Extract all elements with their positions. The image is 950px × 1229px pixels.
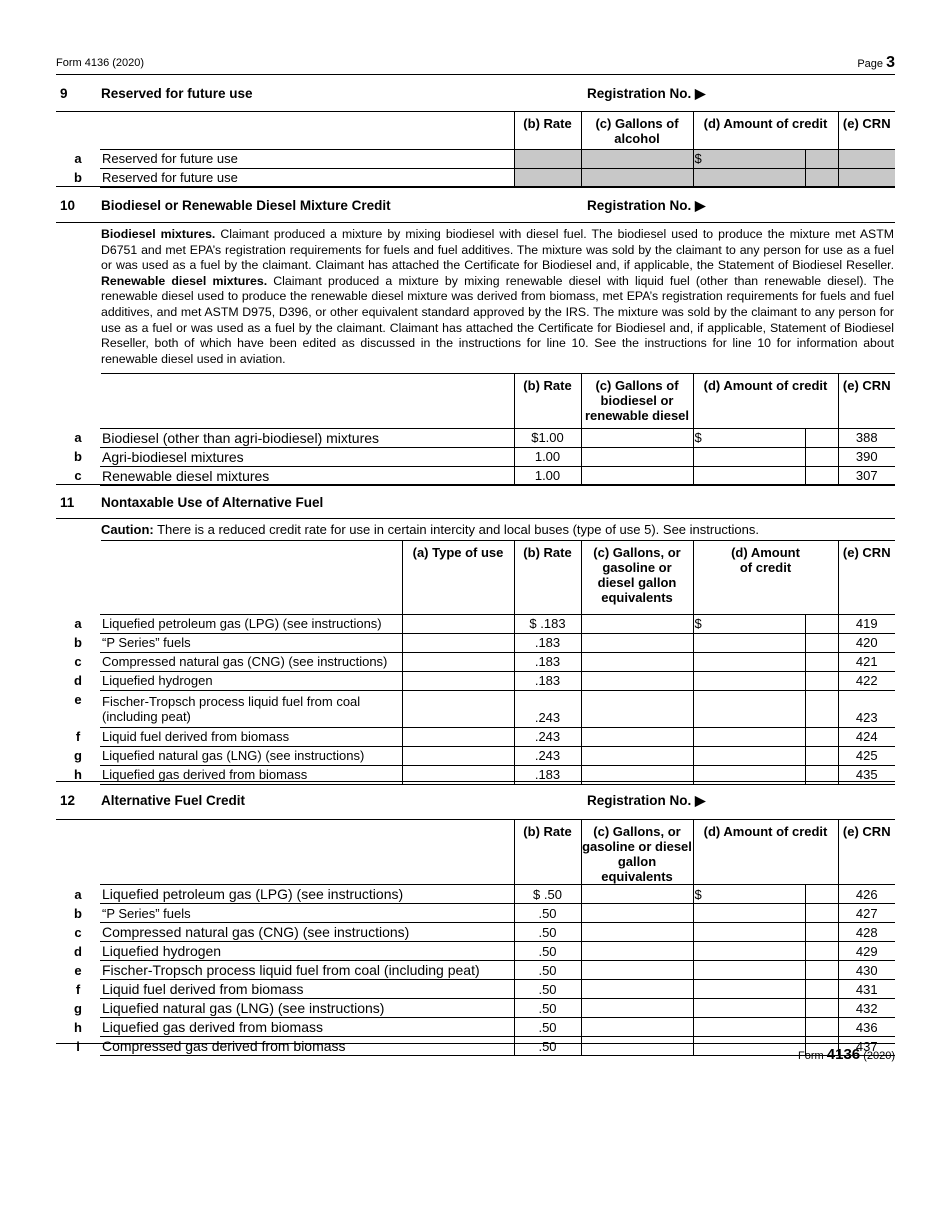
table-row: [56, 466, 895, 485]
table-row: [56, 961, 895, 980]
crn-cell: 432: [838, 999, 895, 1018]
s12-header-row: [56, 820, 895, 885]
gallons-input[interactable]: [581, 727, 693, 746]
crn-cell: 426: [838, 885, 895, 904]
s9-bottom-rule: [56, 186, 895, 187]
s11-col-b: (b) Rate: [514, 541, 581, 614]
row-desc: Liquefied hydrogen: [100, 942, 514, 961]
s11-table: [56, 541, 895, 785]
s9-registration-label: Registration No. ▶: [587, 86, 706, 101]
rate-cell: .50: [514, 1018, 581, 1037]
crn-cell: 388: [838, 428, 895, 447]
caution-label: Caution:: [101, 522, 154, 537]
s9-header-row: [56, 112, 895, 149]
s10-table: [56, 374, 895, 486]
s10-bold-renewable: Renewable diesel mixtures.: [101, 273, 268, 288]
row-desc: Liquefied hydrogen: [100, 671, 402, 690]
amount-input[interactable]: [693, 999, 805, 1018]
footer-form-word: Form: [798, 1050, 824, 1062]
form-header-label: Form 4136 (2020): [56, 57, 145, 69]
crn-cell: 424: [838, 727, 895, 746]
row-letter: f: [75, 981, 81, 997]
gallons-input[interactable]: [581, 1037, 693, 1056]
page-number: [857, 54, 895, 72]
crn-cell: 422: [838, 671, 895, 690]
dollar-sign: $: [694, 151, 702, 166]
page-label: Page: [857, 58, 884, 70]
amount-input[interactable]: [693, 690, 805, 727]
crn-cell: 436: [838, 1018, 895, 1037]
rate-cell: .50: [514, 980, 581, 999]
shaded-cell: [805, 149, 838, 168]
gallons-input[interactable]: [581, 466, 693, 485]
s12-number: 12: [60, 793, 76, 808]
row-desc: Liquefied natural gas (LNG) (see instructions): [100, 999, 514, 1018]
amount-input[interactable]: [693, 671, 805, 690]
crn-cell: 437: [838, 1037, 895, 1056]
amount-cents-input[interactable]: [805, 904, 838, 923]
type-of-use-input[interactable]: [402, 727, 514, 746]
rate-cell: .50: [514, 961, 581, 980]
amount-input[interactable]: [693, 961, 805, 980]
s9-col-c: (c) Gallons of alcohol: [581, 112, 693, 149]
amount-input[interactable]: [693, 447, 805, 466]
table-row: [56, 690, 895, 727]
row-letter: a: [74, 430, 82, 445]
s10-col-b: (b) Rate: [514, 374, 581, 428]
table-row: [56, 447, 895, 466]
gallons-input[interactable]: [581, 447, 693, 466]
amount-input[interactable]: [693, 614, 805, 633]
gallons-input[interactable]: [581, 690, 693, 727]
table-row: [56, 980, 895, 999]
row-desc: Liquefied petroleum gas (LPG) (see instructions): [100, 885, 514, 904]
amount-input[interactable]: [693, 904, 805, 923]
table-row: [56, 746, 895, 765]
amount-cents-input[interactable]: [805, 923, 838, 942]
s9-col-d: (d) Amount of credit: [693, 112, 838, 149]
type-of-use-input[interactable]: [402, 652, 514, 671]
table-row: [56, 149, 895, 168]
row-letter: e: [74, 692, 82, 707]
s10-bold-biodiesel: Biodiesel mixtures.: [101, 227, 216, 241]
s11-col-c: (c) Gallons, or gasoline or diesel gallon equivalents: [581, 541, 693, 614]
caution-text: There is a reduced credit rate for use in certain intercity and local buses (type of use 5). See instructions.: [153, 522, 760, 537]
table-row: [56, 885, 895, 904]
row-desc: Liquefied natural gas (LNG) (see instructions): [100, 746, 402, 765]
gallons-input[interactable]: [581, 428, 693, 447]
row-letter: f: [75, 729, 81, 744]
gallons-input[interactable]: [581, 746, 693, 765]
amount-cents-input[interactable]: [805, 633, 838, 652]
amount-cents-input[interactable]: [805, 746, 838, 765]
amount-input[interactable]: [693, 652, 805, 671]
s9-row-letter: b: [74, 170, 82, 185]
rate-cell: .183: [514, 633, 581, 652]
row-letter: d: [74, 673, 82, 688]
table-row: [56, 999, 895, 1018]
gallons-input[interactable]: [581, 633, 693, 652]
s12-bottom-rule: [56, 1043, 895, 1044]
amount-cents-input[interactable]: [805, 466, 838, 485]
table-row: [56, 633, 895, 652]
crn-cell: 427: [838, 904, 895, 923]
amount-input[interactable]: [693, 633, 805, 652]
row-letter: c: [74, 924, 82, 940]
gallons-input[interactable]: [581, 980, 693, 999]
s9-row-desc: Reserved for future use: [100, 149, 514, 168]
gallons-input[interactable]: [581, 904, 693, 923]
s10-col-d: (d) Amount of credit: [693, 374, 838, 428]
row-letter: b: [74, 449, 82, 464]
row-desc: “P Series” fuels: [100, 904, 514, 923]
amount-cents-input[interactable]: [805, 614, 838, 633]
amount-input[interactable]: [693, 1018, 805, 1037]
gallons-input[interactable]: [581, 652, 693, 671]
table-row: [56, 727, 895, 746]
dollar-sign: $: [694, 616, 702, 631]
s11-caution: [101, 522, 759, 537]
amount-input[interactable]: [693, 942, 805, 961]
type-of-use-input[interactable]: [402, 746, 514, 765]
gallons-input[interactable]: [581, 885, 693, 904]
row-desc: Liquid fuel derived from biomass: [100, 980, 514, 999]
amount-cents-input[interactable]: [805, 447, 838, 466]
gallons-input[interactable]: [581, 1018, 693, 1037]
amount-cents-input[interactable]: [805, 652, 838, 671]
shaded-cell: [693, 168, 805, 187]
s9-title: Reserved for future use: [101, 86, 253, 101]
s10-registration-label: Registration No. ▶: [587, 198, 706, 213]
rate-cell: .183: [514, 671, 581, 690]
crn-cell: 423: [838, 690, 895, 727]
row-letter: c: [74, 468, 82, 483]
s12-col-b: (b) Rate: [514, 820, 581, 885]
s12-col-c: (c) Gallons, or gasoline or diesel gallon equivalents: [581, 820, 693, 885]
amount-cents-input[interactable]: [805, 980, 838, 999]
s10-title: Biodiesel or Renewable Diesel Mixture Credit: [101, 198, 391, 213]
shaded-cell: [514, 149, 581, 168]
s12-col-d: (d) Amount of credit: [693, 820, 838, 885]
row-desc: Fischer-Tropsch process liquid fuel from coal (including peat): [100, 961, 514, 980]
crn-cell: 429: [838, 942, 895, 961]
s11-number: 11: [60, 495, 75, 510]
rate-cell: .243: [514, 727, 581, 746]
s9-row-desc: Reserved for future use: [100, 168, 514, 187]
s9-amount-field: [693, 149, 805, 168]
rate-cell: .183: [514, 765, 581, 784]
s11-title: Nontaxable Use of Alternative Fuel: [101, 495, 324, 510]
amount-input[interactable]: [693, 466, 805, 485]
shaded-cell: [805, 168, 838, 187]
row-letter: h: [74, 1019, 82, 1035]
amount-input[interactable]: [693, 428, 805, 447]
table-row: [56, 1037, 895, 1056]
gallons-input[interactable]: [581, 999, 693, 1018]
shaded-cell: [581, 149, 693, 168]
row-letter: c: [74, 654, 82, 669]
amount-cents-input[interactable]: [805, 671, 838, 690]
s11-col-e: (e) CRN: [838, 541, 895, 614]
shaded-cell: [838, 149, 895, 168]
s10-col-c: (c) Gallons of biodiesel or renewable diesel: [581, 374, 693, 428]
amount-cents-input[interactable]: [805, 1018, 838, 1037]
gallons-input[interactable]: [581, 923, 693, 942]
gallons-input[interactable]: [581, 961, 693, 980]
amount-input[interactable]: [693, 746, 805, 765]
row-desc: Liquefied gas derived from biomass: [100, 765, 402, 784]
amount-input[interactable]: [693, 980, 805, 999]
page-number-value: 3: [886, 54, 895, 71]
table-row: [56, 614, 895, 633]
amount-cents-input[interactable]: [805, 942, 838, 961]
s10-bottom-rule: [56, 484, 895, 485]
amount-cents-input[interactable]: [805, 428, 838, 447]
row-letter: d: [74, 943, 82, 959]
row-desc: “P Series” fuels: [100, 633, 402, 652]
type-of-use-input[interactable]: [402, 614, 514, 633]
row-desc: Fischer-Tropsch process liquid fuel from coal (including peat): [100, 690, 402, 727]
table-row: [56, 1018, 895, 1037]
row-letter: a: [74, 886, 82, 902]
rate-cell: 1.00: [514, 466, 581, 485]
row-desc: Liquefied gas derived from biomass: [100, 1018, 514, 1037]
rate-cell: .50: [514, 1037, 581, 1056]
s11-col-d: (d) Amount of credit: [693, 541, 838, 614]
s10-instructions: [101, 227, 894, 367]
s9-table: [56, 112, 895, 188]
row-letter: g: [74, 748, 82, 763]
crn-cell: 420: [838, 633, 895, 652]
s10-number: 10: [60, 198, 76, 213]
rate-cell: .50: [514, 904, 581, 923]
footer-form-number: 4136: [826, 1046, 861, 1063]
amount-cents-input[interactable]: [805, 727, 838, 746]
s12-title: Alternative Fuel Credit: [101, 793, 246, 808]
rate-cell: .50: [514, 942, 581, 961]
table-row: [56, 942, 895, 961]
row-letter: h: [74, 767, 82, 782]
gallons-input[interactable]: [581, 671, 693, 690]
s9-row-letter: a: [74, 151, 82, 166]
gallons-input[interactable]: [581, 942, 693, 961]
footer-year: (2020): [863, 1050, 895, 1062]
amount-input[interactable]: [693, 1037, 805, 1056]
table-row: [56, 923, 895, 942]
s9-col-b: (b) Rate: [514, 112, 581, 149]
s12-col-e: (e) CRN: [838, 820, 895, 885]
table-row: [56, 904, 895, 923]
crn-cell: 307: [838, 466, 895, 485]
row-letter: b: [74, 905, 82, 921]
gallons-input[interactable]: [581, 614, 693, 633]
rate-cell: .50: [514, 923, 581, 942]
form-footer: [798, 1046, 895, 1063]
amount-cents-input[interactable]: [805, 885, 838, 904]
amount-cents-input[interactable]: [805, 999, 838, 1018]
row-desc: Liquid fuel derived from biomass: [100, 727, 402, 746]
crn-cell: 421: [838, 652, 895, 671]
table-row: [56, 652, 895, 671]
type-of-use-input[interactable]: [402, 690, 514, 727]
amount-input[interactable]: [693, 885, 805, 904]
row-desc: Liquefied petroleum gas (LPG) (see instructions): [100, 614, 402, 633]
s11-header-row: [56, 541, 895, 614]
s11-rule: [56, 518, 895, 519]
s10-rule: [56, 222, 895, 223]
crn-cell: 425: [838, 746, 895, 765]
shaded-cell: [838, 168, 895, 187]
s10-header-row: [56, 374, 895, 428]
crn-cell: 390: [838, 447, 895, 466]
shaded-cell: [514, 168, 581, 187]
s10-col-e: (e) CRN: [838, 374, 895, 428]
row-letter: b: [74, 635, 82, 650]
s12-registration-label: Registration No. ▶: [587, 793, 706, 808]
rate-cell: .243: [514, 690, 581, 727]
row-letter: a: [74, 616, 82, 631]
rate-cell: .50: [514, 999, 581, 1018]
header-rule: [56, 74, 895, 75]
row-desc: Compressed natural gas (CNG) (see instructions): [100, 652, 402, 671]
shaded-cell: [581, 168, 693, 187]
row-letter: g: [74, 1000, 82, 1016]
row-desc: Agri-biodiesel mixtures: [100, 447, 514, 466]
s12-table: [56, 820, 895, 1056]
s10-text-renewable: Claimant produced a mixture by mixing renewable diesel with liquid fuel (other than renewable diesel). The renewable diesel used to produce the renewable diesel mixture was derived from biomass, met EPA’s registration requirements for fuels and fuel additives, and met ASTM D975, D396, or other equivalent standard approved by the IRS. The mixture was sold by the claimant to any person for use as a fuel or was used as a fuel by the claimant. Claimant has attached the Certificate for Biodiesel and, if applicable, Statement of Biodiesel Reseller, both of which have been edited as discussed in the instructions for line 10. See the instructions for line 10 for information about renewable diesel used in aviation.: [101, 273, 894, 366]
s11-bottom-rule: [56, 781, 895, 782]
row-desc: Compressed gas derived from biomass: [100, 1037, 514, 1056]
dollar-sign: $: [694, 430, 702, 445]
row-letter: i: [76, 1038, 80, 1054]
crn-cell: 428: [838, 923, 895, 942]
amount-input[interactable]: [693, 923, 805, 942]
row-desc: Compressed natural gas (CNG) (see instructions): [100, 923, 514, 942]
rate-cell: .243: [514, 746, 581, 765]
s11-col-a: (a) Type of use: [402, 541, 514, 614]
row-letter: e: [74, 962, 82, 978]
type-of-use-input[interactable]: [402, 671, 514, 690]
table-row: [56, 428, 895, 447]
row-desc: Biodiesel (other than agri-biodiesel) mixtures: [100, 428, 514, 447]
s9-number: 9: [60, 86, 68, 101]
s9-col-e: (e) CRN: [838, 112, 895, 149]
amount-input[interactable]: [693, 727, 805, 746]
table-row: [56, 168, 895, 187]
rate-cell: 1.00: [514, 447, 581, 466]
crn-cell: 430: [838, 961, 895, 980]
dollar-sign: $: [694, 886, 702, 902]
crn-cell: 435: [838, 765, 895, 784]
row-desc: Renewable diesel mixtures: [100, 466, 514, 485]
s10-text-biodiesel: Claimant produced a mixture by mixing biodiesel with diesel fuel. The biodiesel used to produce the mixture met ASTM D6751 and met EPA’s registration requirements for fuels and fuel additives. The mixture was sold by the claimant to any person for use as a fuel or was used as a fuel by the claimant. Claimant has attached the Certificate for Biodiesel and, if applicable, the Statement of Biodiesel Reseller.: [101, 227, 894, 273]
rate-cell: $ .50: [514, 885, 581, 904]
rate-cell: .183: [514, 652, 581, 671]
crn-cell: 431: [838, 980, 895, 999]
amount-cents-input[interactable]: [805, 690, 838, 727]
rate-cell: $ .183: [514, 614, 581, 633]
rate-cell: $1.00: [514, 428, 581, 447]
amount-cents-input[interactable]: [805, 961, 838, 980]
table-row: [56, 671, 895, 690]
type-of-use-input[interactable]: [402, 633, 514, 652]
crn-cell: 419: [838, 614, 895, 633]
